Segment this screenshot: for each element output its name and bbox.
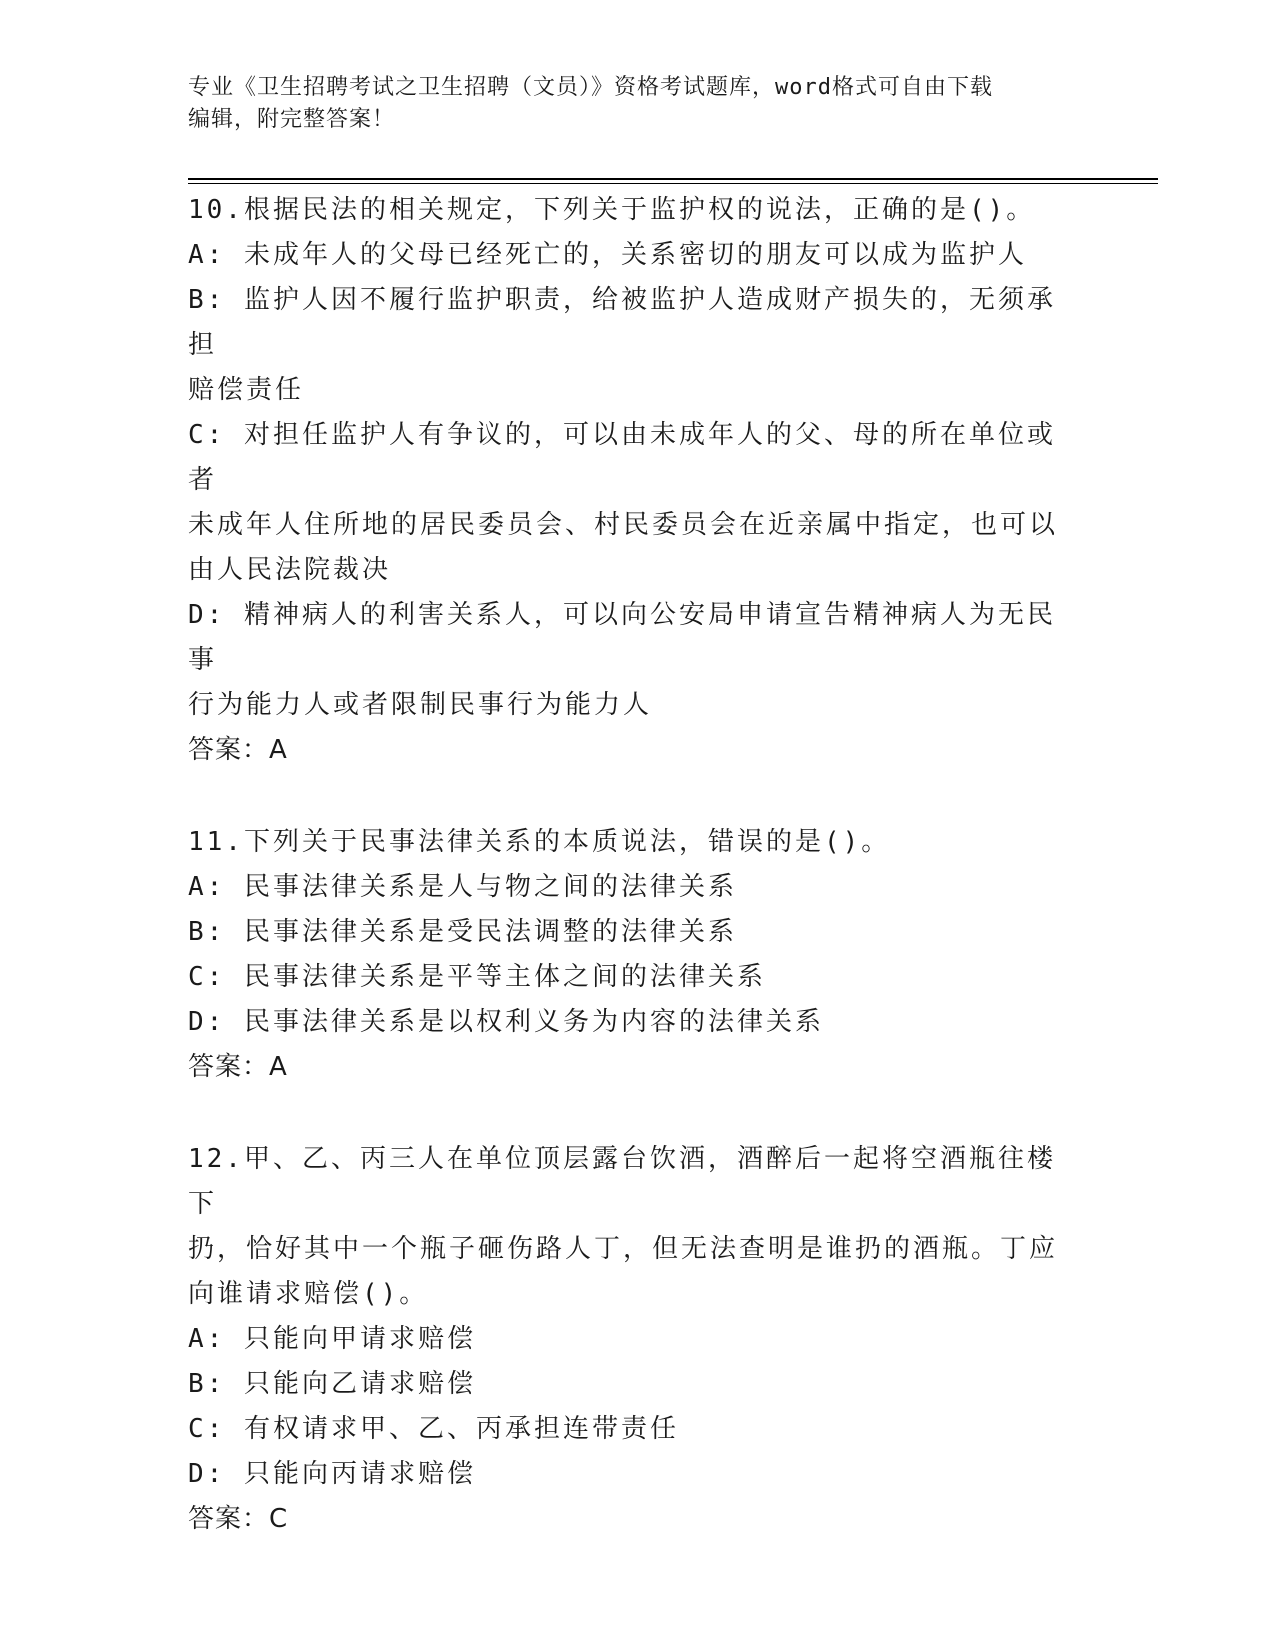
- option-c-cont: 未成年人住所地的居民委员会、村民委员会在近亲属中指定，也可以: [188, 510, 1059, 540]
- question-12: [188, 1137, 1078, 1542]
- option-c: C: 民事法律关系是平等主体之间的法律关系: [188, 962, 766, 992]
- question-stem-line: 11.下列关于民事法律关系的本质说法，错误的是()。: [188, 827, 891, 857]
- question-stem-line: 扔，恰好其中一个瓶子砸伤路人丁，但无法查明是谁扔的酒瓶。丁应: [188, 1234, 1059, 1264]
- question-list: [188, 188, 1078, 1542]
- option-a: A: 未成年人的父母已经死亡的，关系密切的朋友可以成为监护人: [188, 240, 1027, 270]
- option-d: D: 民事法律关系是以权利义务为内容的法律关系: [188, 1007, 824, 1037]
- header-rule-thin: [188, 183, 1158, 184]
- option-d-cont: 行为能力人或者限制民事行为能力人: [188, 690, 653, 720]
- question-stem-line: 10.根据民法的相关规定，下列关于监护权的说法，正确的是()。: [188, 195, 1036, 225]
- question-stem-line: 向谁请求赔偿()。: [188, 1279, 429, 1309]
- header-line-2: 编辑，附完整答案！: [188, 107, 396, 132]
- question-spacer: [188, 773, 1078, 820]
- header-line-1: 专业《卫生招聘考试之卫生招聘（文员）》资格考试题库，word格式可自由下载: [188, 75, 993, 100]
- option-c: C: 对担任监护人有争议的，可以由未成年人的父、母的所在单位或者: [188, 420, 1056, 495]
- option-c: C: 有权请求甲、乙、丙承担连带责任: [188, 1414, 679, 1444]
- option-d: D: 精神病人的利害关系人，可以向公安局申请宣告精神病人为无民事: [188, 600, 1056, 675]
- option-b: B: 只能向乙请求赔偿: [188, 1369, 476, 1399]
- option-d: D: 只能向丙请求赔偿: [188, 1459, 476, 1489]
- option-b-cont: 赔偿责任: [188, 375, 305, 405]
- answer-label: 答案：A: [188, 1052, 288, 1082]
- question-10: [188, 188, 1078, 773]
- answer-label: 答案：A: [188, 735, 288, 765]
- question-spacer: [188, 1090, 1078, 1137]
- header-rule-thick: [188, 178, 1158, 180]
- question-11: [188, 820, 1078, 1090]
- option-a: A: 民事法律关系是人与物之间的法律关系: [188, 872, 737, 902]
- answer-label: 答案：C: [188, 1504, 289, 1534]
- option-c-cont: 由人民法院裁决: [188, 555, 392, 585]
- document-header: [188, 72, 1078, 136]
- option-b: B: 民事法律关系是受民法调整的法律关系: [188, 917, 737, 947]
- option-a: A: 只能向甲请求赔偿: [188, 1324, 476, 1354]
- question-stem-line: 12.甲、乙、丙三人在单位顶层露台饮酒，酒醉后一起将空酒瓶往楼下: [188, 1144, 1056, 1219]
- option-b: B: 监护人因不履行监护职责，给被监护人造成财产损失的，无须承担: [188, 285, 1056, 360]
